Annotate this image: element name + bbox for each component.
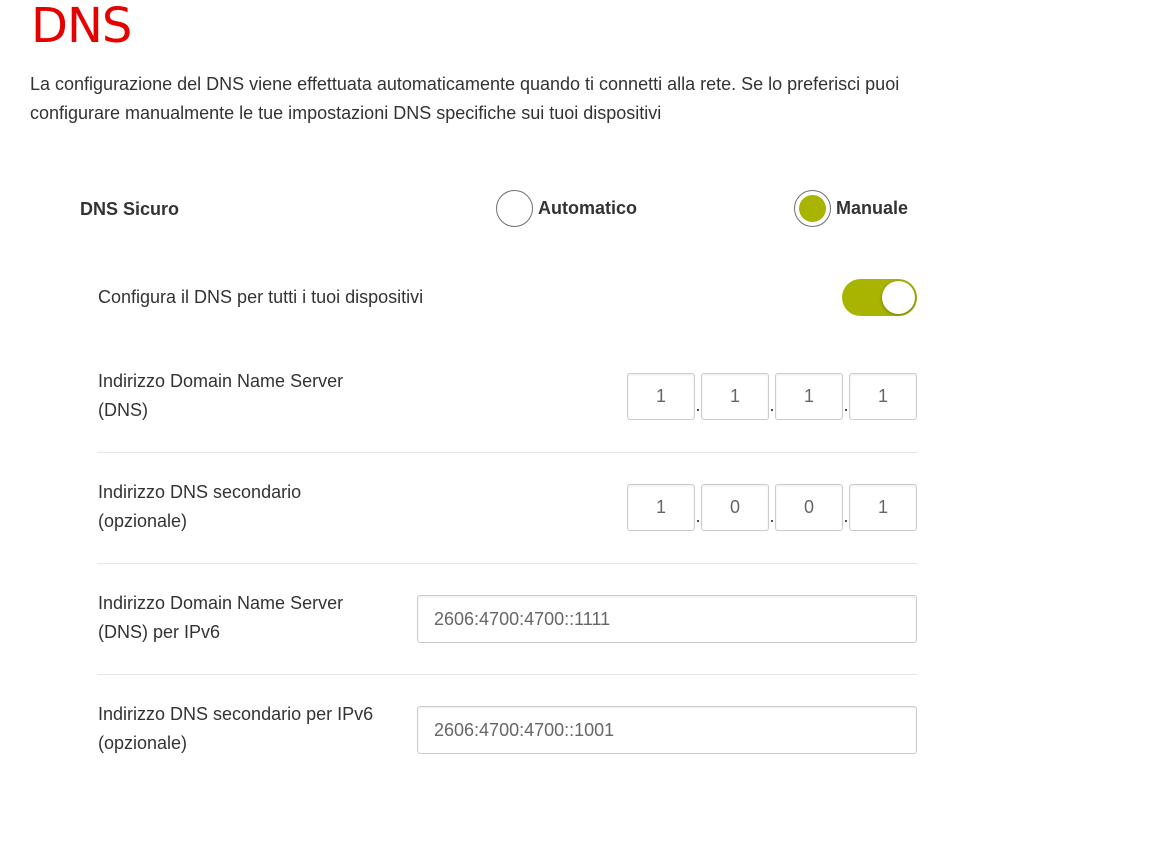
- secondary-dns-ipv6-label: [98, 700, 418, 758]
- secondary-dns-label: [98, 478, 418, 536]
- secondary-dns-ip-group: [627, 484, 917, 531]
- secondary-dns-octet-1[interactable]: 1: [627, 484, 695, 531]
- ip-separator: .: [769, 395, 775, 415]
- primary-dns-label-line2: (DNS): [98, 400, 148, 420]
- ip-separator: .: [843, 506, 849, 526]
- primary-dns-ipv6-row: [97, 563, 917, 675]
- page-description: La configurazione del DNS viene effettuata automaticamente quando ti connetti alla rete. Se lo preferisci puoi configurare manualmente le tue impostazioni DNS specifiche sui tuoi dispositivi: [30, 74, 900, 123]
- secondary-dns-label-line2: (opzionale): [98, 511, 188, 531]
- secondary-dns-octet-4[interactable]: 1: [849, 484, 917, 531]
- radio-manuale-circle[interactable]: [794, 190, 831, 227]
- radio-automatico[interactable]: [496, 190, 637, 228]
- secondary-dns-octet-3[interactable]: 0: [775, 484, 843, 531]
- secondary-dns-ipv6-label-line1: Indirizzo DNS secondario per IPv6: [98, 704, 374, 724]
- toggle-knob: [882, 281, 915, 314]
- secondary-dns-ipv6-input[interactable]: [417, 706, 917, 754]
- primary-dns-octet-4[interactable]: 1: [849, 373, 917, 420]
- radio-manuale[interactable]: [794, 190, 908, 228]
- primary-dns-ipv6-label-line2: (DNS) per IPv6: [98, 622, 221, 642]
- ip-separator: .: [843, 395, 849, 415]
- radio-automatico-label[interactable]: Automatico: [538, 198, 637, 218]
- secondary-dns-ipv6-row: [97, 674, 917, 785]
- primary-dns-octet-1[interactable]: 1: [627, 373, 695, 420]
- ip-separator: .: [769, 506, 775, 526]
- configure-all-devices-toggle[interactable]: [842, 279, 917, 316]
- radio-automatico-circle[interactable]: [496, 190, 533, 227]
- primary-dns-label-line1: Indirizzo Domain Name Server: [98, 371, 344, 391]
- secondary-dns-octet-2[interactable]: 0: [701, 484, 769, 531]
- secondary-dns-row: [97, 452, 917, 564]
- primary-dns-row: [97, 360, 917, 453]
- ip-separator: .: [695, 506, 701, 526]
- ip-separator: .: [695, 395, 701, 415]
- secondary-dns-label-line1: Indirizzo DNS secondario: [98, 482, 302, 502]
- primary-dns-octet-3[interactable]: 1: [775, 373, 843, 420]
- primary-dns-octet-2[interactable]: 1: [701, 373, 769, 420]
- primary-dns-ipv6-input[interactable]: [417, 595, 917, 643]
- primary-dns-label: [98, 367, 418, 425]
- primary-dns-ip-group: [627, 373, 917, 420]
- configure-all-devices-label: Configura il DNS per tutti i tuoi dispositivi: [98, 287, 424, 307]
- page-title: DNS: [31, 0, 132, 54]
- primary-dns-ipv6-label-line1: Indirizzo Domain Name Server: [98, 593, 344, 613]
- radio-manuale-label[interactable]: Manuale: [836, 198, 909, 218]
- dns-sicuro-label: DNS Sicuro: [80, 199, 180, 219]
- primary-dns-ipv6-label: [98, 589, 418, 647]
- secondary-dns-ipv6-label-line2: (opzionale): [98, 733, 188, 753]
